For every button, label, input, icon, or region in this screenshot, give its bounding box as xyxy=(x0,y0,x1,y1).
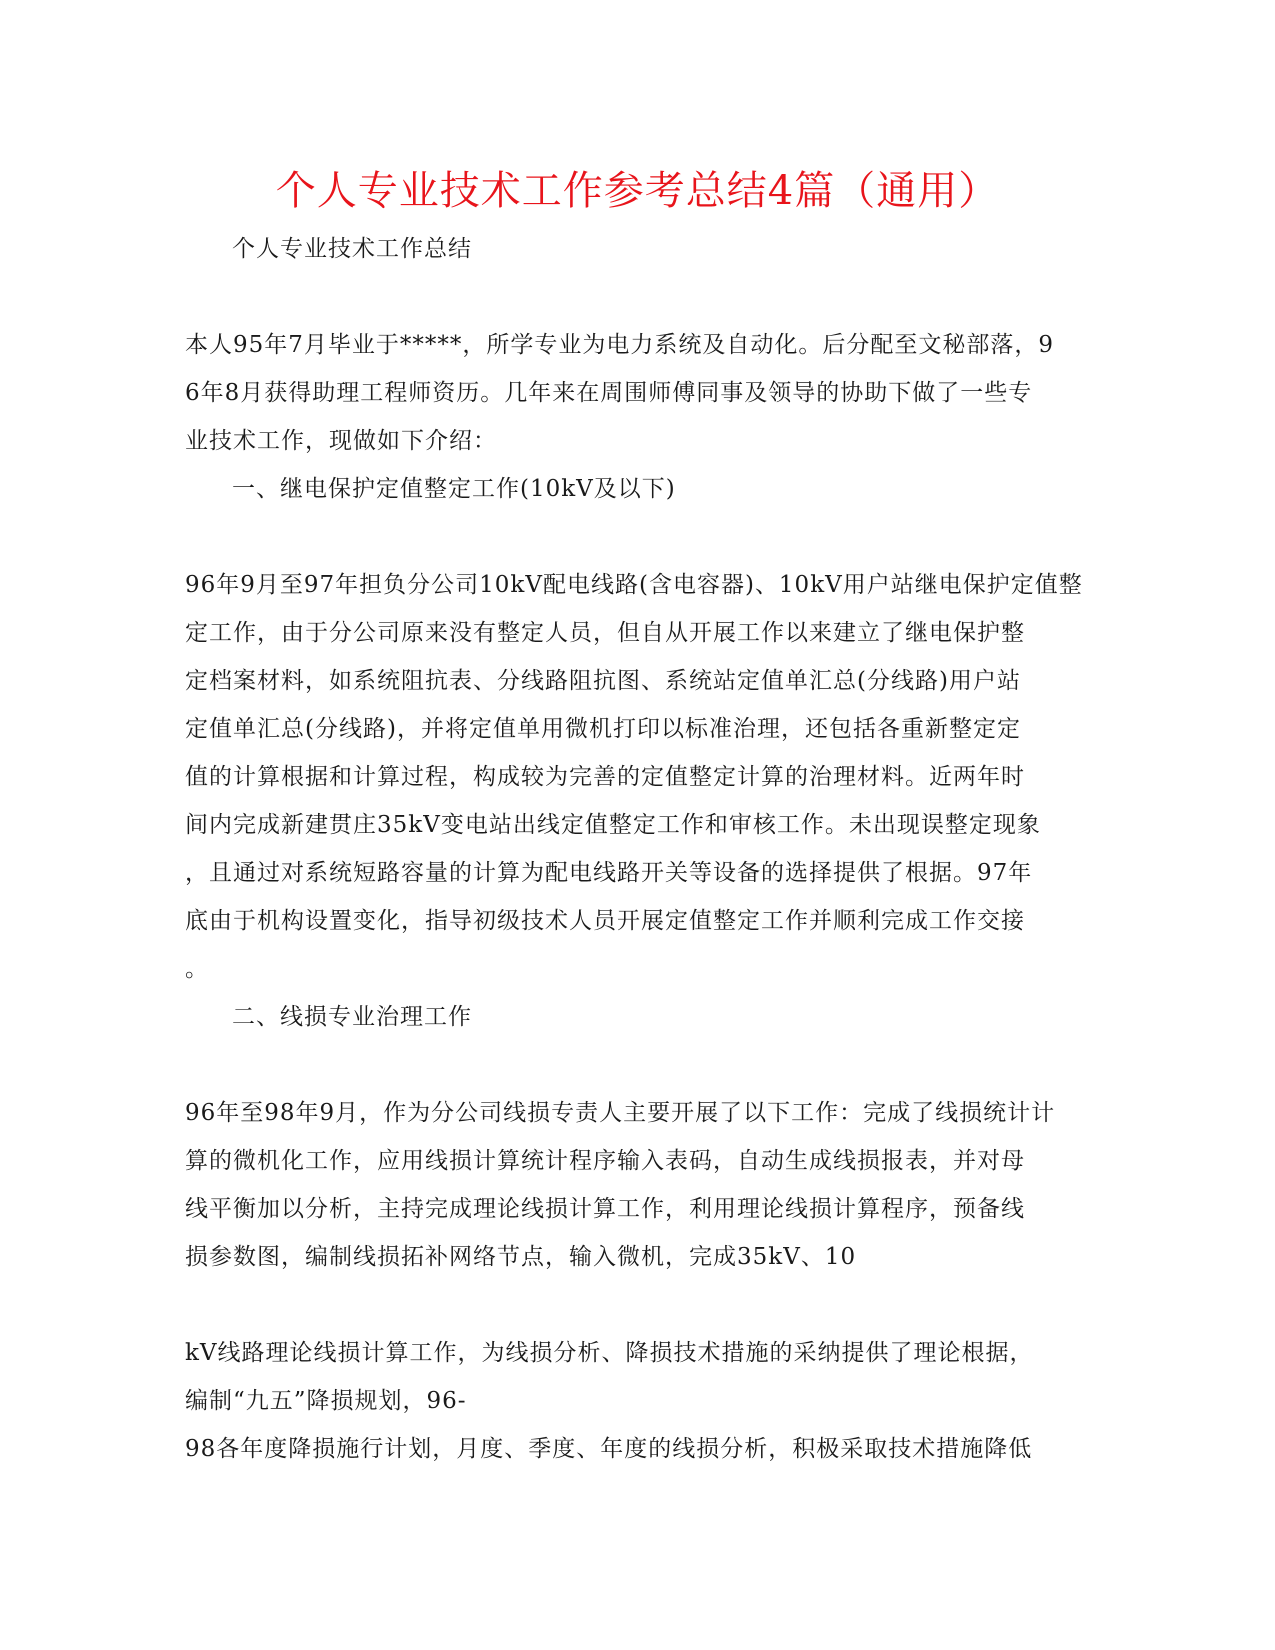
spacer xyxy=(185,1281,1085,1329)
paragraph-line: 定值单汇总(分线路)，并将定值单用微机打印以标准治理，还包括各重新整定定 xyxy=(185,716,1021,742)
section-heading-2: 二、线损专业治理工作 xyxy=(232,1004,472,1030)
paragraph-line: 底由于机构设置变化，指导初级技术人员开展定值整定工作并顺利完成工作交接 xyxy=(185,908,1025,934)
paragraph-line: 定档案材料，如系统阻抗表、分线路阻抗图、系统站定值单汇总(分线路)用户站 xyxy=(185,668,1021,694)
paragraph-line: 98各年度降损施行计划，月度、季度、年度的线损分析，积极采取技术措施降低 xyxy=(185,1436,1033,1462)
paragraph-line: 定工作，由于分公司原来没有整定人员，但自从开展工作以来建立了继电保护整 xyxy=(185,620,1025,646)
paragraph-line: 损参数图，编制线损拓补网络节点，输入微机，完成35kV、10 xyxy=(185,1244,857,1270)
spacer xyxy=(185,513,1085,561)
paragraph-line: 本人95年7月毕业于*****，所学专业为电力系统及自动化。后分配至文秘部落，9 xyxy=(185,332,1055,358)
paragraph-line: 值的计算根据和计算过程，构成较为完善的定值整定计算的治理材料。近两年时 xyxy=(185,764,1025,790)
paragraph-line: 96年至98年9月，作为分公司线损专责人主要开展了以下工作：完成了线损统计计 xyxy=(185,1100,1056,1126)
paragraph-line: ，且通过对系统短路容量的计算为配电线路开关等设备的选择提供了根据。97年 xyxy=(185,860,1033,886)
paragraph-line: 线平衡加以分析，主持完成理论线损计算工作，利用理论线损计算程序，预备线 xyxy=(185,1196,1025,1222)
spacer xyxy=(185,273,1085,321)
paragraph-line: 编制“九五”降损规划，96- xyxy=(185,1388,467,1414)
paragraph-line: kV线路理论线损计算工作，为线损分析、降损技术措施的采纳提供了理论根据， xyxy=(185,1340,1034,1366)
document-body xyxy=(185,225,1085,1473)
paragraph-line: 算的微机化工作，应用线损计算统计程序输入表码，自动生成线损报表，并对母 xyxy=(185,1148,1025,1174)
section-subtitle: 个人专业技术工作总结 xyxy=(232,236,472,262)
paragraph-line: 业技术工作，现做如下介绍： xyxy=(185,428,497,454)
paragraph-line: 间内完成新建贯庄35kV变电站出线定值整定工作和审核工作。未出现误整定现象 xyxy=(185,812,1041,838)
paragraph-line: 96年9月至97年担负分公司10kV配电线路(含电容器)、10kV用户站继电保护定值整 xyxy=(185,572,1083,598)
document-title: 个人专业技术工作参考总结4篇（通用） xyxy=(275,168,1000,214)
paragraph-line: 。 xyxy=(185,956,209,982)
spacer xyxy=(185,1041,1085,1089)
section-heading-1: 一、继电保护定值整定工作(10kV及以下) xyxy=(232,476,676,502)
paragraph-line: 6年8月获得助理工程师资历。几年来在周围师傅同事及领导的协助下做了一些专 xyxy=(185,380,1033,406)
